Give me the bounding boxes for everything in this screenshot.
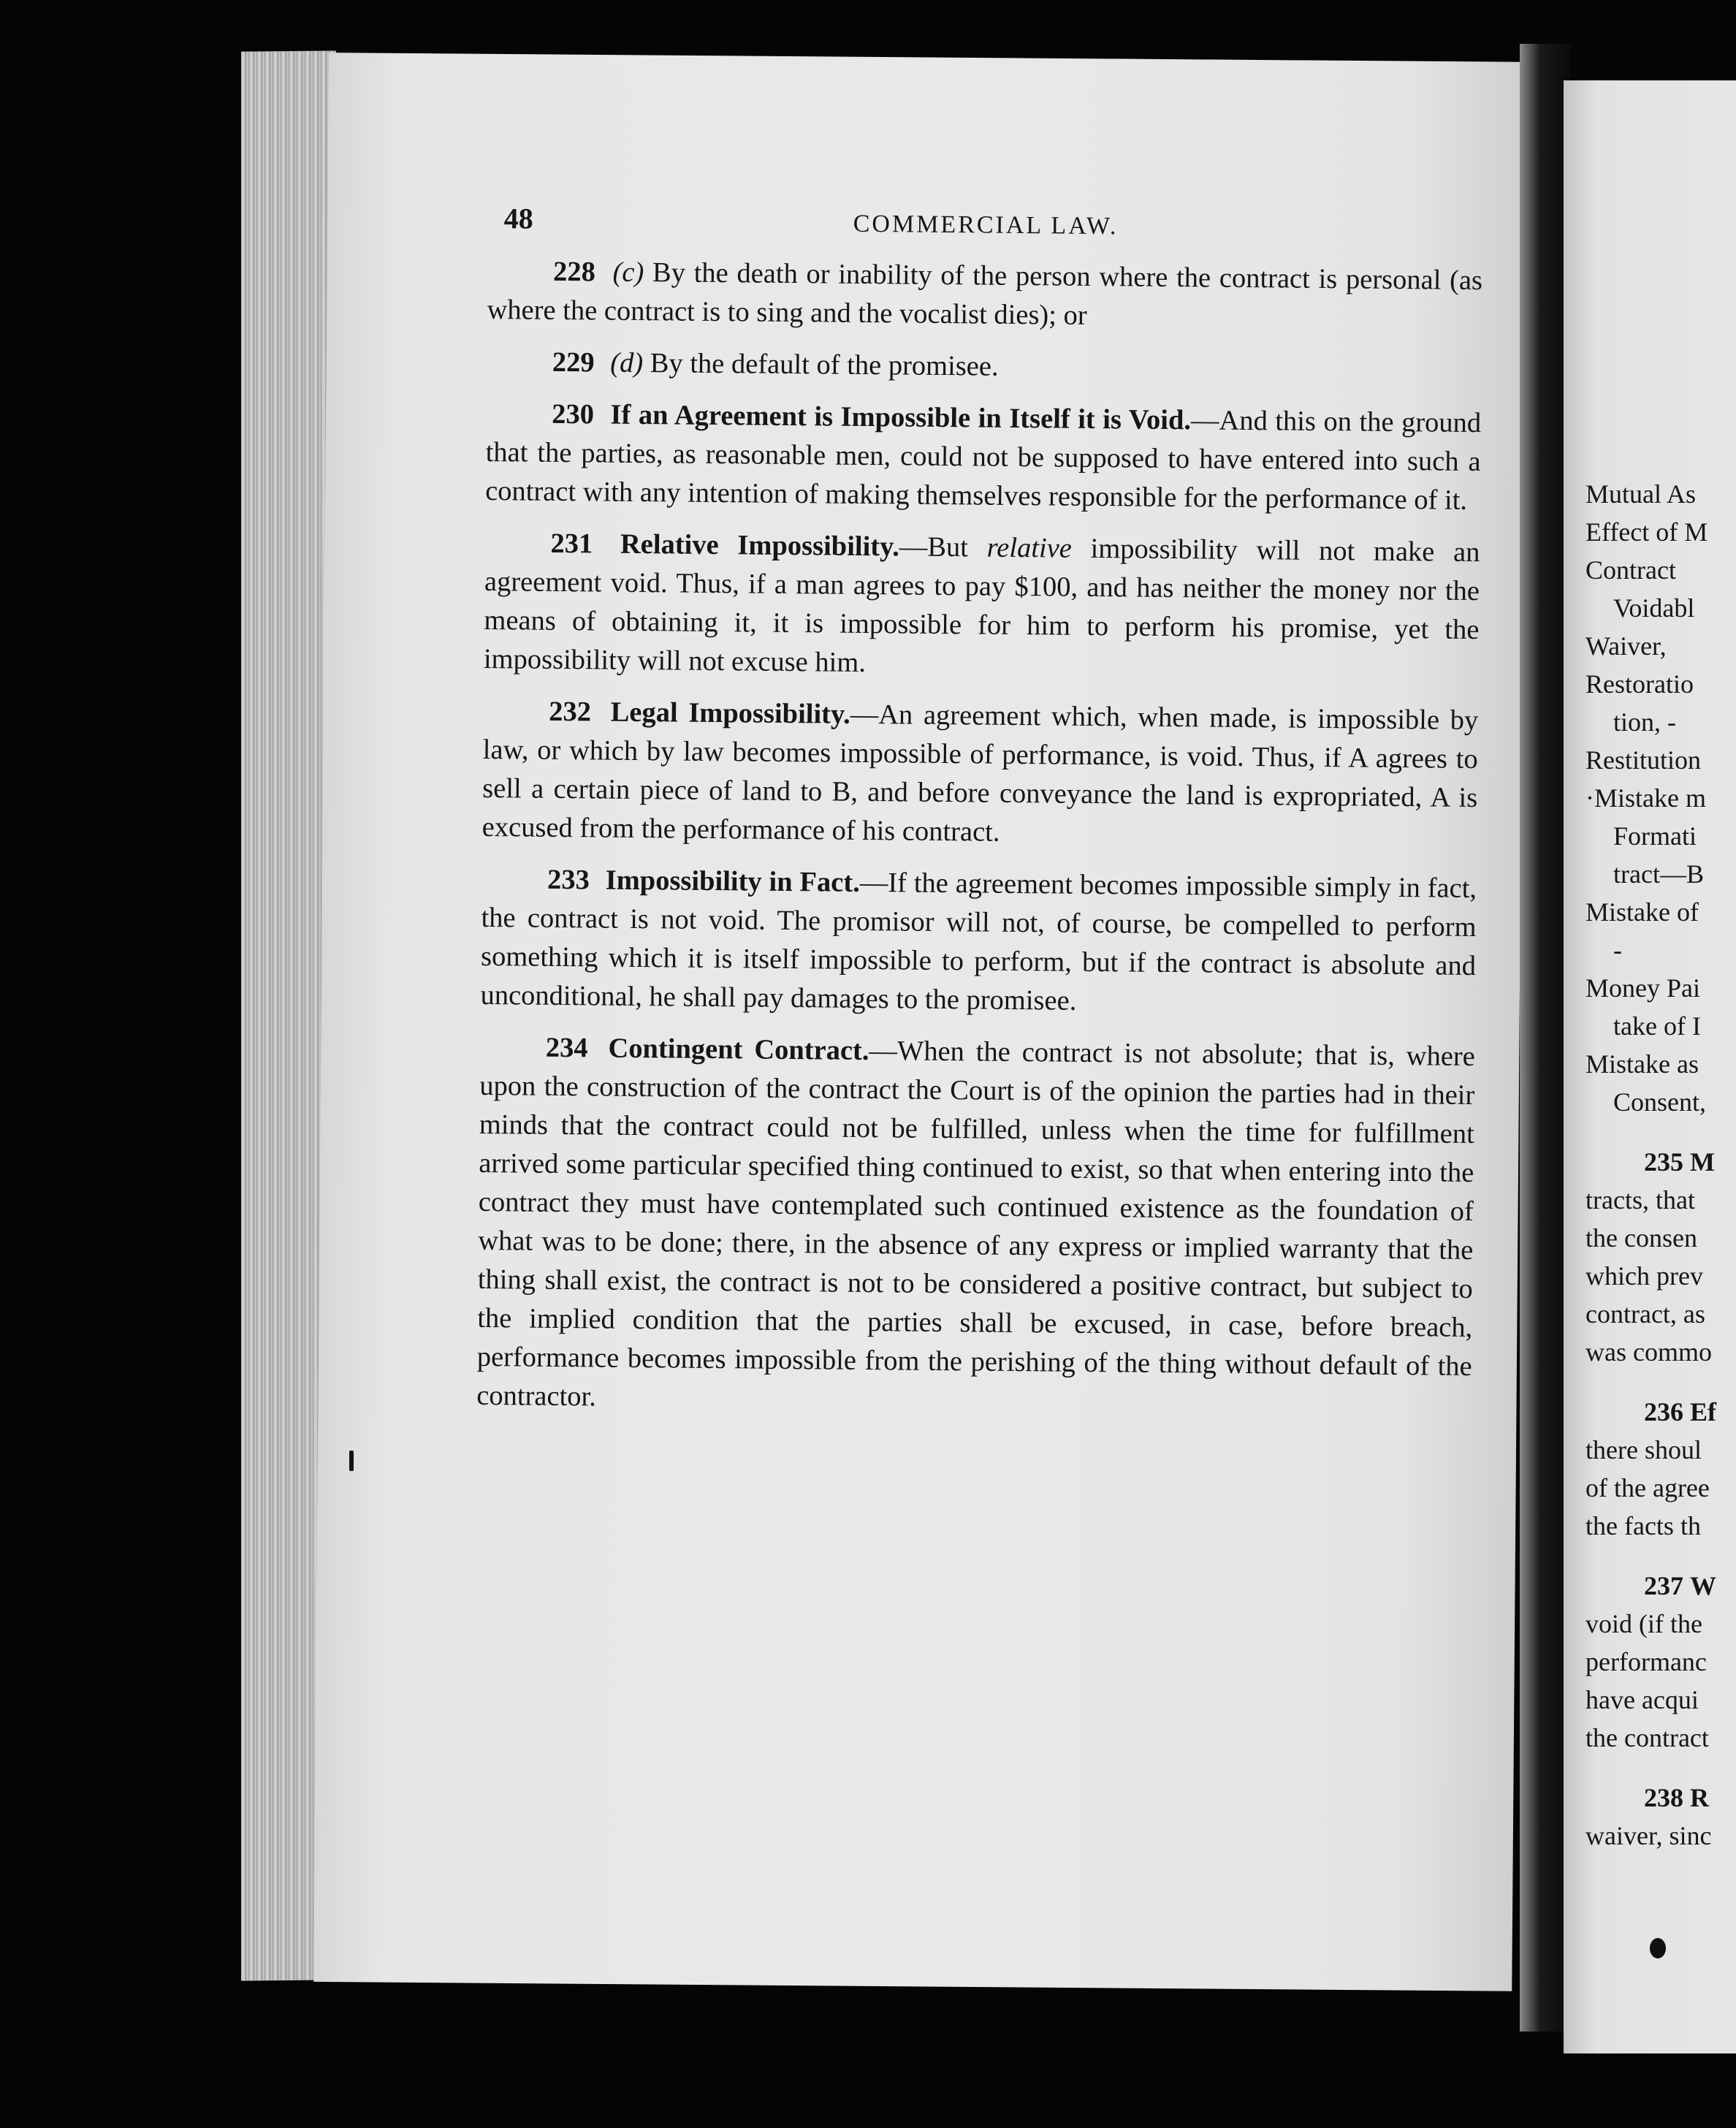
- index-line: Effect of M: [1585, 517, 1708, 547]
- index-line: Mistake as: [1585, 1049, 1699, 1079]
- index-line: take of I: [1613, 1011, 1701, 1041]
- section-number: 232: [549, 696, 592, 728]
- section-238-heading: 238 R: [1644, 1783, 1709, 1812]
- paragraph-232: [482, 692, 1479, 856]
- section-line: there shoul: [1585, 1435, 1702, 1464]
- index-line: -: [1613, 935, 1622, 965]
- paragraph-228: [487, 252, 1482, 339]
- clause-label: (d): [610, 347, 644, 379]
- page-number: 48: [503, 202, 533, 235]
- paragraph-233: [480, 860, 1477, 1025]
- ink-mark: [349, 1451, 354, 1471]
- paragraph-text: —If the agreement becomes impossible simply in fact, the contract is not void. The promisor will not, of course, be compelled to perform something which it is itself impossible to perform, but if the contract is absolute and unconditional, he shall pay damages to the promisee.: [480, 867, 1477, 1016]
- index-line: Formati: [1613, 821, 1697, 851]
- section-number: 233: [547, 864, 590, 896]
- section-line: of the agree: [1585, 1473, 1710, 1502]
- left-page-text: [476, 201, 1483, 1438]
- running-head: [487, 201, 1483, 262]
- section-number: 228: [552, 256, 596, 288]
- index-line: Restitution: [1585, 745, 1702, 775]
- section-line: waiver, sinc: [1585, 1821, 1712, 1850]
- section-heading: Impossibility in Fact.: [605, 864, 861, 898]
- index-line: Waiver,: [1585, 631, 1667, 661]
- running-title: COMMERCIAL LAW.: [853, 210, 1119, 240]
- index-line: Contract: [1585, 555, 1676, 585]
- section-line: which prev: [1585, 1261, 1703, 1291]
- section-heading: Relative Impossibility.: [620, 528, 900, 563]
- section-line: the facts th: [1585, 1511, 1701, 1540]
- section-line: void (if the: [1585, 1609, 1702, 1638]
- section-heading: Legal Impossibility.: [610, 696, 850, 730]
- section-number: 231: [550, 528, 593, 560]
- section-line: contract, as: [1585, 1299, 1705, 1329]
- index-line: Voidabl: [1613, 593, 1695, 623]
- section-line: the contract: [1585, 1723, 1709, 1752]
- paragraph-230: [485, 395, 1481, 520]
- paragraph-231: [484, 524, 1480, 688]
- paragraph-229: [487, 343, 1482, 391]
- emphasized-word: relative: [986, 532, 1073, 564]
- index-line: tion, -: [1613, 707, 1676, 737]
- ink-speck: [1650, 1938, 1666, 1958]
- section-number: 234: [545, 1032, 588, 1064]
- clause-label: (c): [612, 256, 644, 289]
- section-line: performanc: [1585, 1647, 1707, 1676]
- right-page-text: [1585, 475, 1736, 1855]
- section-line: have acqui: [1585, 1685, 1699, 1714]
- section-line: the consen: [1585, 1223, 1697, 1253]
- section-236-heading: 236 Ef: [1644, 1397, 1716, 1426]
- index-line: tract—B: [1613, 859, 1704, 889]
- paragraph-text-lead: —But: [899, 531, 987, 563]
- section-number: 230: [552, 398, 595, 430]
- paragraph-234: [476, 1028, 1475, 1425]
- section-237-heading: 237 W: [1644, 1571, 1716, 1600]
- section-line: was commo: [1585, 1337, 1712, 1367]
- index-line: Consent,: [1613, 1087, 1707, 1117]
- index-line: ·Mistake m: [1585, 783, 1706, 813]
- section-line: tracts, that: [1585, 1185, 1695, 1215]
- paragraph-text: —When the contract is not absolute; that is, where upon the construction of the contract the Court is of the opinion the parties had in their minds that the contract could not be fulfilled, unless when the time for fulfillment arrived some particular specified thing continued to exist, so that when entering into the contract they must have contemplated such continued existence as the foundation of what was to be done; there, in the absence of any express or implied warranty that the thing shall exist, the contract is not to be considered a positive contract, but subject to the implied condition that the parties shall be excused, in case, before breach, performance becomes impossible from the perishing of the thing without default of the contractor.: [476, 1036, 1476, 1413]
- section-235-heading: 235 M: [1644, 1147, 1715, 1177]
- index-line: Mistake of: [1585, 897, 1699, 927]
- paragraph-text: impossibility will not make an agreement void. Thus, if a man agrees to pay $100, and has neither the money nor the means of obtaining it, it is impossible for him to perform his promise, yet the impossibility will not excuse him.: [483, 533, 1480, 678]
- paragraph-text: —An agreement which, when made, is impossible by law, or which by law becomes impossible of performance, is void. Thus, if A agrees to sell a certain piece of land to B, and before conveyance the land is expropriated, A is excused from the performance of his contract.: [481, 699, 1479, 848]
- index-line: Money Pai: [1585, 973, 1700, 1003]
- section-heading: Contingent Contract.: [608, 1033, 869, 1067]
- section-heading: If an Agreement is Impossible in Itself it is Void.: [610, 399, 1192, 436]
- paragraph-text: By the default of the promisee.: [650, 348, 999, 382]
- section-number: 229: [552, 346, 595, 379]
- index-line: Restoratio: [1585, 669, 1694, 699]
- paragraph-text: By the death or inability of the person where the contract is personal (as where the contract is to sing and the vocalist dies); or: [487, 257, 1483, 331]
- index-line: Mutual As: [1585, 479, 1697, 509]
- paragraph-text: —And this on the ground that the parties, as reasonable men, could not be supposed to have entered into such a contract with any intention of making themselves responsible for the performance of it.: [484, 405, 1482, 516]
